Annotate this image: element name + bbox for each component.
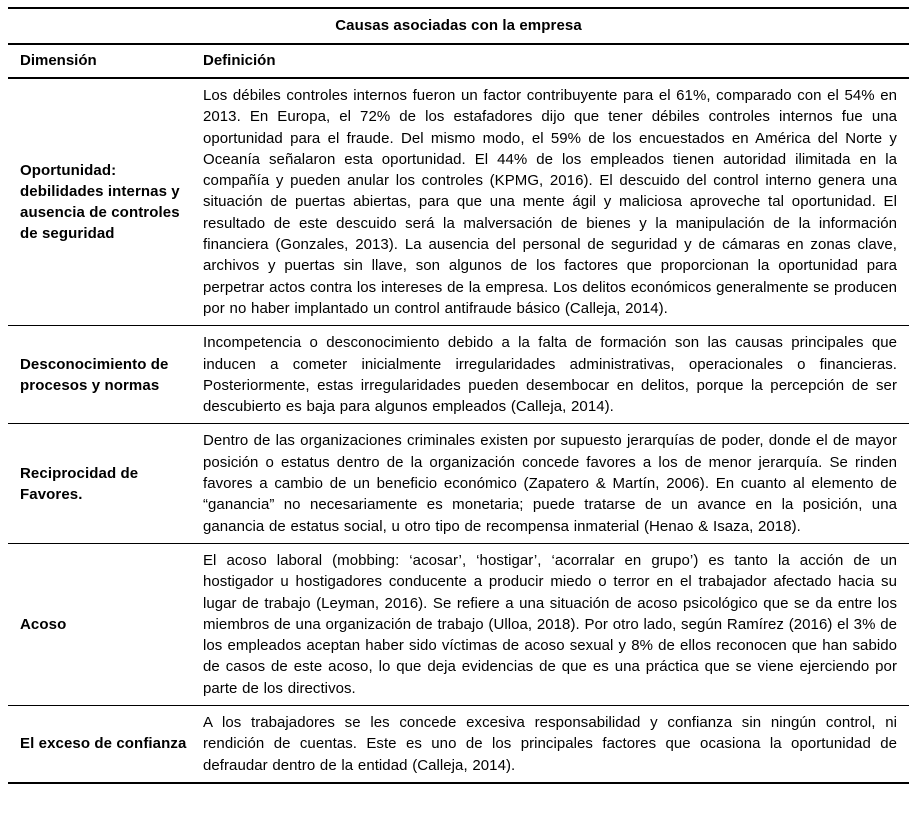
definition-cell: Incompetencia o desconocimiento debido a la falta de formación son las causas principales que inducen a cometer inicialmente irregularidades administrativas, operacionales o financieras. Posteriormente, estas irregularidades pueden desembocar en delitos, porque la percepción de ser descubierto es baja para algunos empleados (Calleja, 2014).: [203, 334, 897, 416]
definition-cell: A los trabajadores se les concede excesiva responsabilidad y confianza sin ningún control, ni rendición de cuentas. Este es uno de los principales factores que ocasiona la oportunidad de defraudar dentro de la entidad (Calleja, 2014).: [203, 714, 897, 774]
table-header-row: [8, 45, 909, 79]
table-row-desconocimiento: [8, 326, 909, 424]
column-header-dimension: Dimensión: [20, 52, 97, 69]
dimension-cell: Oportunidad: debilidades internas y ausencia de controles de seguridad: [20, 162, 180, 243]
table-row-exceso-confianza: [8, 706, 909, 782]
table-row-reciprocidad: [8, 424, 909, 543]
column-header-definition: Definición: [203, 52, 276, 69]
definition-cell: El acoso laboral (mobbing: ‘acosar’, ‘hostigar’, ‘acorralar en grupo’) es tanto la acción de un hostigador u hostigadores conducente a producir miedo o terror en el trabajador afectado hacia su lugar de trabajo (Leyman, 2016). Se refiere a una situación de acoso psicológico que se da entre los miembros de una organización de trabajo (Ulloa, 2018). Por otro lado, según Ramírez (2016) el 3% de los empleados aceptan haber sido víctimas de acoso sexual y 8% de ellos reconocen que han sabido de casos de este acoso, lo que deja evidencias de que es una práctica que se viene ejerciendo por parte de los directivos.: [203, 551, 897, 697]
table-row-oportunidad: [8, 79, 909, 326]
dimension-cell: El exceso de confianza: [20, 735, 187, 753]
dimension-cell: Reciprocidad de Favores.: [20, 464, 139, 503]
definition-cell: Los débiles controles internos fueron un factor contribuyente para el 61%, comparado con el 54% en 2013. En Europa, el 72% de los estafadores dijo que tener débiles controles internos fue una oportunidad para el fraude. Del mismo modo, el 59% de los encuestados en América del Norte y Oceanía señalaron esta oportunidad. El 44% de los empleados tienen autoridad ilimitada en la compañía y pueden anular los controles (KPMG, 2016). El descuido del control interno genera una situación de puertas abiertas, para que una mente ágil y maliciosa aproveche tal oportunidad. El resultado de este descuido será la malversación de bienes y la manipulación de la información financiera (Gonzales, 2013). La ausencia del personal de seguridad y de cámaras en zonas clave, archivos y puertas sin llave, son algunos de los factores que proporcionan la oportunidad para perpetrar actos contra los intereses de la empresa. Los delitos económicos generalmente se producen por no haber implantado un control antifraude básico (Calleja, 2014).: [203, 87, 897, 317]
dimension-cell: Acoso: [20, 615, 67, 633]
table-row-acoso: [8, 544, 909, 706]
definition-cell: Dentro de las organizaciones criminales existen por supuesto jerarquías de poder, donde el de mayor posición o estatus dentro de la organización concede favores a los de menor jerarquía. Se rinden favores a cambio de un beneficio económico (Zapatero & Martín, 2006). En cuanto al elemento de “ganancia” no necesariamente es monetaria; puede tratarse de un avance en la posición, una ganancia de estatus social, u otro tipo de recompensa inmaterial (Henao & Isaza, 2018).: [203, 432, 897, 535]
table-title: Causas asociadas con la empresa: [8, 9, 909, 45]
causes-table: [8, 7, 909, 784]
dimension-cell: Desconocimiento de procesos y normas: [20, 355, 169, 394]
